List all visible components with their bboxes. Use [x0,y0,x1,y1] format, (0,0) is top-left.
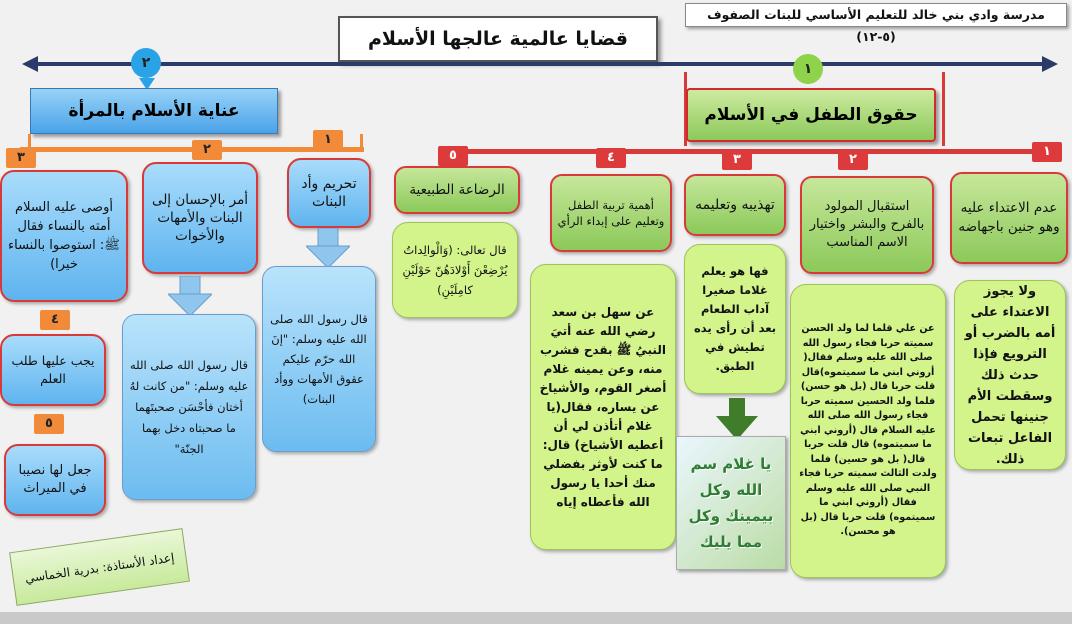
child-item-5-head: الرضاعة الطبيعية [394,166,520,214]
main-double-arrow [22,52,1058,76]
women-branch-stub [28,134,31,148]
down-arrow-icon [716,398,758,440]
child-item-2-head: استقبال المولود بالفرح والبشر واختيار الاسم المناسب [800,176,934,274]
section-circle-2: ٢ [131,48,161,78]
child-item-3-number: ٣ [722,150,752,170]
child-item-3-body: فها هو يعلم غلاما صغيرا آداب الطعام بعد أن رأى يده تطيش في الطبق. [684,244,786,394]
women-item-5-head: جعل لها نصيبا في الميراث [4,444,106,516]
women-item-4-head: يجب عليها طلب العلم [0,334,106,406]
page-title: قضايا عالمية عالجها الأسلام [338,16,658,62]
child-item-2-body: عن علي قلما لما ولد الحسن سميته حربا فجاء رسول الله صلى الله عليه وسلم فقال( أروني ابني ما سميتموه)قال قلت حربا قال (بل هو حسن) فلما ولد الحسين سميته حربا فجاء رسول الله صلى الله عليه السلام قال (أروني ابني ما سميتموه) قال قلت حربا قال( بل هو حسين) فلما ولدت الثالث سميته حربا فجاء النبي صلى الله عليه وسلم فقال (أروني ابني ما سميتموه) قلت حربا قال (بل هو محسن). [790,284,946,578]
credit-label: إعداد الأستاذة: بدرية الخماسي [9,528,190,606]
school-name: مدرسة وادي بني خالد للتعليم الأساسي للبنات الصفوف (٥-١٢) [685,3,1067,27]
women-item-2-head: أمر بالإحسان إلى البنات والأمهات والأخوات [142,162,258,274]
section-circle-1: ١ [793,54,823,84]
women-item-1-body: قال رسول الله صلى الله عليه وسلم: "إنَ الله حرّم عليكم عقوق الأمهات ووأد البنات) [262,266,376,452]
down-arrow-icon [168,276,212,316]
child-item-3-head: تهذيبه وتعليمه [684,174,786,236]
child-item-1-head: عدم الاعتداء عليه وهو جنين باجهاضه [950,172,1068,264]
women-section-banner: عناية الأسلام بالمرأة [30,88,278,134]
women-branch-stub [360,134,363,148]
women-item-1-head: تحريم وأد البنات [287,158,371,228]
women-item-2-number: ٢ [192,140,222,160]
women-item-5-number: ٥ [34,414,64,434]
bottom-bar [0,612,1072,624]
child-item-1-number: ١ [1032,142,1062,162]
child-section-banner: حقوق الطفل في الأسلام [686,88,936,142]
child-banner-right-line [942,72,945,146]
child-item-5-number: ٥ [438,146,468,166]
women-item-4-number: ٤ [40,310,70,330]
child-item-1-body: ولا يجوز الاعتداء على أمه بالضرب أو الترويع فإذا حدث ذلك وسقطت الأم جنينها تحمل الفاعل تبعات ذلك. [954,280,1066,470]
women-item-1-number: ١ [313,130,343,150]
down-arrow-icon [306,228,350,268]
hadith-image-text: يا غلام سم الله وكل بيمينك وكل مما يليك [688,455,774,551]
women-item-2-body: قال رسول الله صلى الله عليه وسلم: "من كانت لهُ أختان فأحْسَن صحبتَهما ما صحبتاه دخل بهما الجنّة" [122,314,256,500]
women-item-3-number: ٣ [6,148,36,168]
child-item-4-body: عن سهل بن سعد رضي الله عنه أتيَ النبيُ ﷺ بقدح فشرب منه، وعن يمينه غلام أصغر القوم، والأشياخ عن يساره، فقال(يا غلام أتأذن لي أن أعطيه الأشياخ) قال: ما كنت لأوثر بفضلي منك أحدا يا رسول الله فأعطاه إياه [530,264,676,550]
hadith-image [676,436,786,570]
child-item-4-number: ٤ [596,148,626,168]
child-item-4-head: أهمية تربية الطفل وتعليم على إبداء الرأي [550,174,672,252]
women-item-3-head: أوصى عليه السلام أمته بالنساء فقال ﷺ: استوصوا بالنساء خيرا) [0,170,128,302]
child-branch-line [453,149,1058,154]
child-item-5-body: قال تعالى: (وَالْوالِداتُ يُرْضِعْنَ أَوْلادَهُنّ حَوْلَيْنِ كامِلَيْنِ) [392,222,518,318]
child-item-2-number: ٢ [838,150,868,170]
